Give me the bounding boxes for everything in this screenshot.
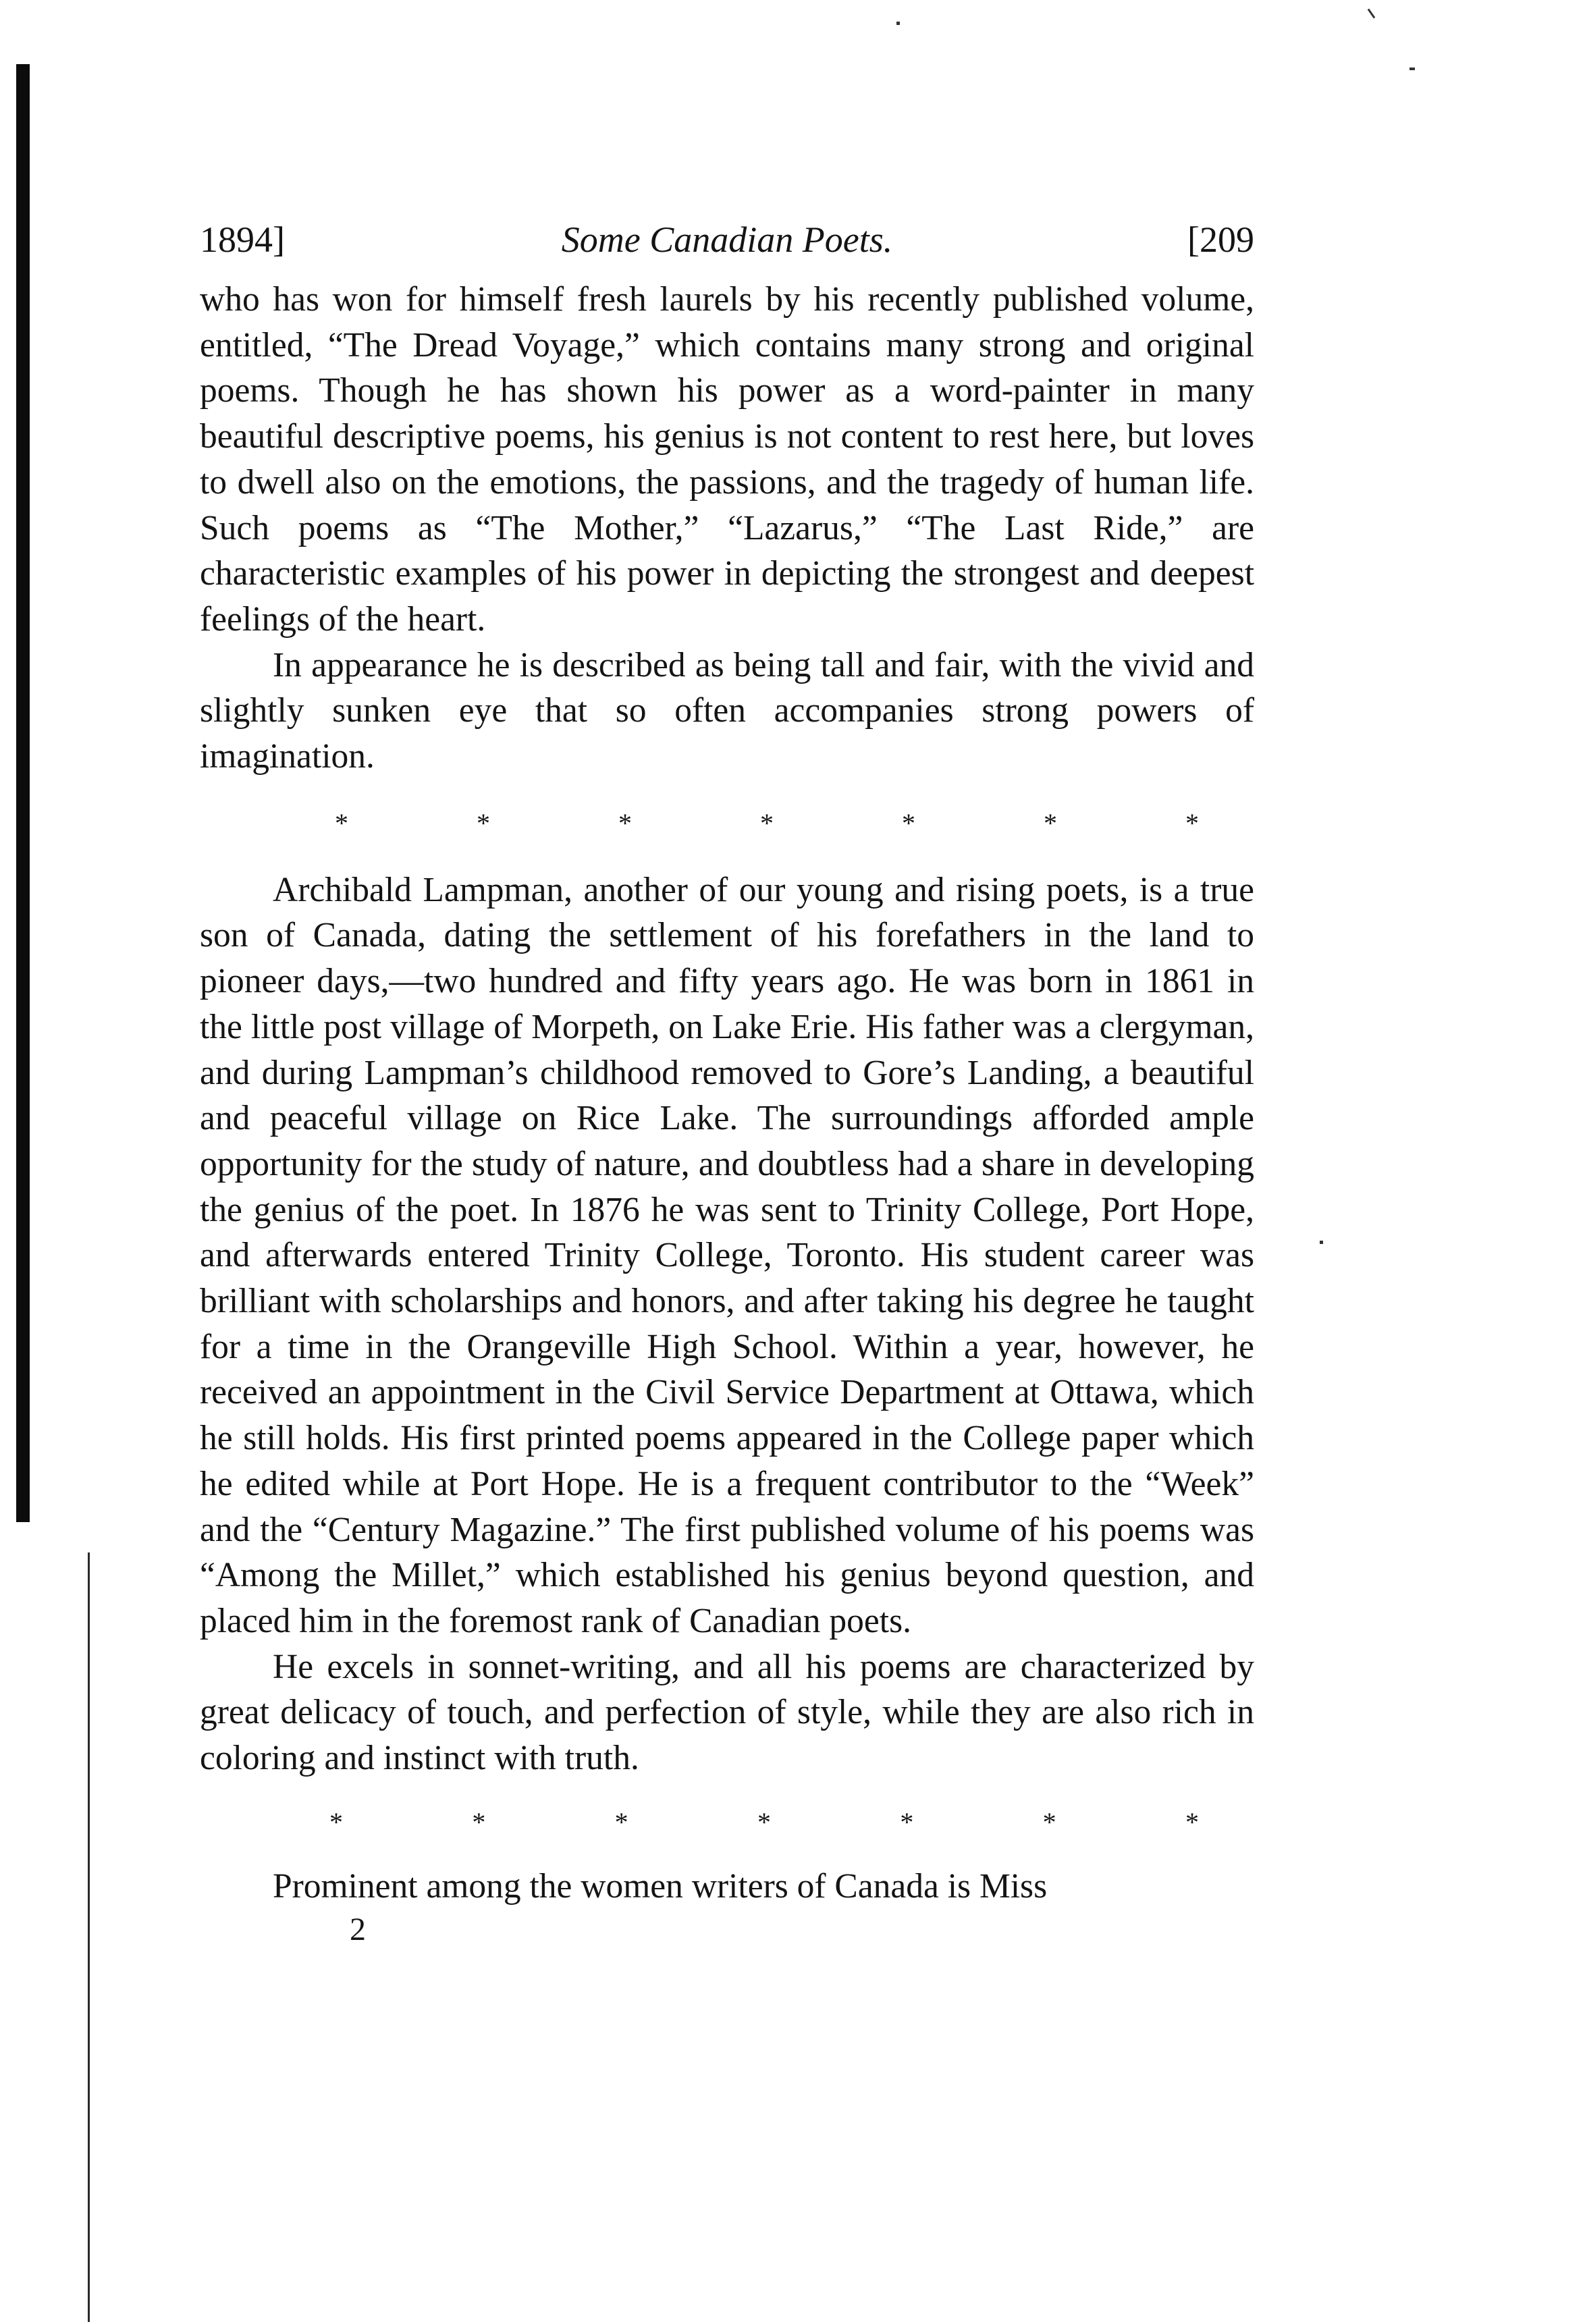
- separator-star: *: [902, 807, 915, 838]
- section-separator: [200, 1781, 1254, 1864]
- separator-star: *: [1185, 1806, 1199, 1837]
- separator-star: *: [760, 807, 774, 838]
- paragraph: Prominent among the women writers of Canada is Miss: [273, 1866, 1048, 1906]
- separator-star: *: [477, 807, 490, 838]
- separator-star: *: [329, 1806, 343, 1837]
- scan-speck: [1368, 9, 1376, 19]
- separator-star: *: [1185, 807, 1199, 838]
- separator-star: *: [1044, 807, 1057, 838]
- body-text: [200, 277, 1254, 1949]
- separator-star: *: [472, 1806, 486, 1837]
- separator-star: *: [614, 1806, 628, 1837]
- header-title: Some Canadian Poets.: [561, 219, 893, 260]
- running-head: [200, 202, 1254, 277]
- paragraph: who has won for himself fresh laurels by his recently published volume, entitled, “The Dread Voyage,” which contains many strong and original poems. Though he has shown his power as a word-painter in many beautiful descriptive poems, his genius is not content to rest here, but loves to dwell also on the emotions, the passions, and the tragedy of human life. Such poems as “The Mother,” “Lazarus,” “The Last Ride,” are characteristic examples of his power in depicting the strongest and deepest feelings of the heart.: [200, 280, 1254, 639]
- header-year: 1894]: [200, 219, 285, 260]
- paragraph: Archibald Lampman, another of our young and rising poets, is a true son of Canada, dating the settlement of his forefathers in the land to pioneer days,—two hundred and fifty years ago. He was born in 1861 in the little post village of Morpeth, on Lake Erie. His father was a clergyman, and during Lampman’s childhood removed to Gore’s Landing, a beautiful and peaceful village on Rice Lake. The surroundings afforded ample opportunity for the study of nature, and doubtless had a share in developing the genius of the poet. In 1876 he was sent to Trinity College, Port Hope, and afterwards entered Trinity College, Toronto. His student career was brilliant with scholarships and honors, and after taking his degree he taught for a time in the Orangeville High School. Within a year, however, he received an appointment in the Civil Service Department at Ottawa, which he still holds. His first printed poems appeared in the College paper which he edited while at Port Hope. He is a frequent contributor to the “Week” and the “Century Magazine.” The first published volume of his poems was “Among the Millet,” which established his genius beyond question, and placed him in the foremost rank of Canadian poets.: [200, 870, 1254, 1640]
- scan-speck: [896, 22, 900, 25]
- page-binding-edge: [16, 64, 30, 1522]
- signature-mark: 2: [350, 1911, 366, 1947]
- section-separator: [200, 780, 1254, 867]
- scan-speck: [1320, 1241, 1323, 1244]
- separator-star: *: [1042, 1806, 1056, 1837]
- paragraph: In appearance he is described as being tall and fair, with the vivid and slightly sunken eye that so often accompanies strong powers of imagination.: [200, 645, 1254, 776]
- page-number: [209: [1187, 219, 1254, 260]
- book-page: [200, 202, 1254, 1949]
- separator-star: *: [757, 1806, 771, 1837]
- page-binding-line: [88, 1552, 90, 2322]
- scan-speck: [1409, 67, 1415, 70]
- separator-star: *: [335, 807, 348, 838]
- separator-star: *: [618, 807, 632, 838]
- separator-star: *: [900, 1806, 914, 1837]
- paragraph: He excels in sonnet-writing, and all his poems are characterized by great delicacy of touch, and perfection of style, while they are also rich in coloring and instinct with truth.: [200, 1647, 1254, 1778]
